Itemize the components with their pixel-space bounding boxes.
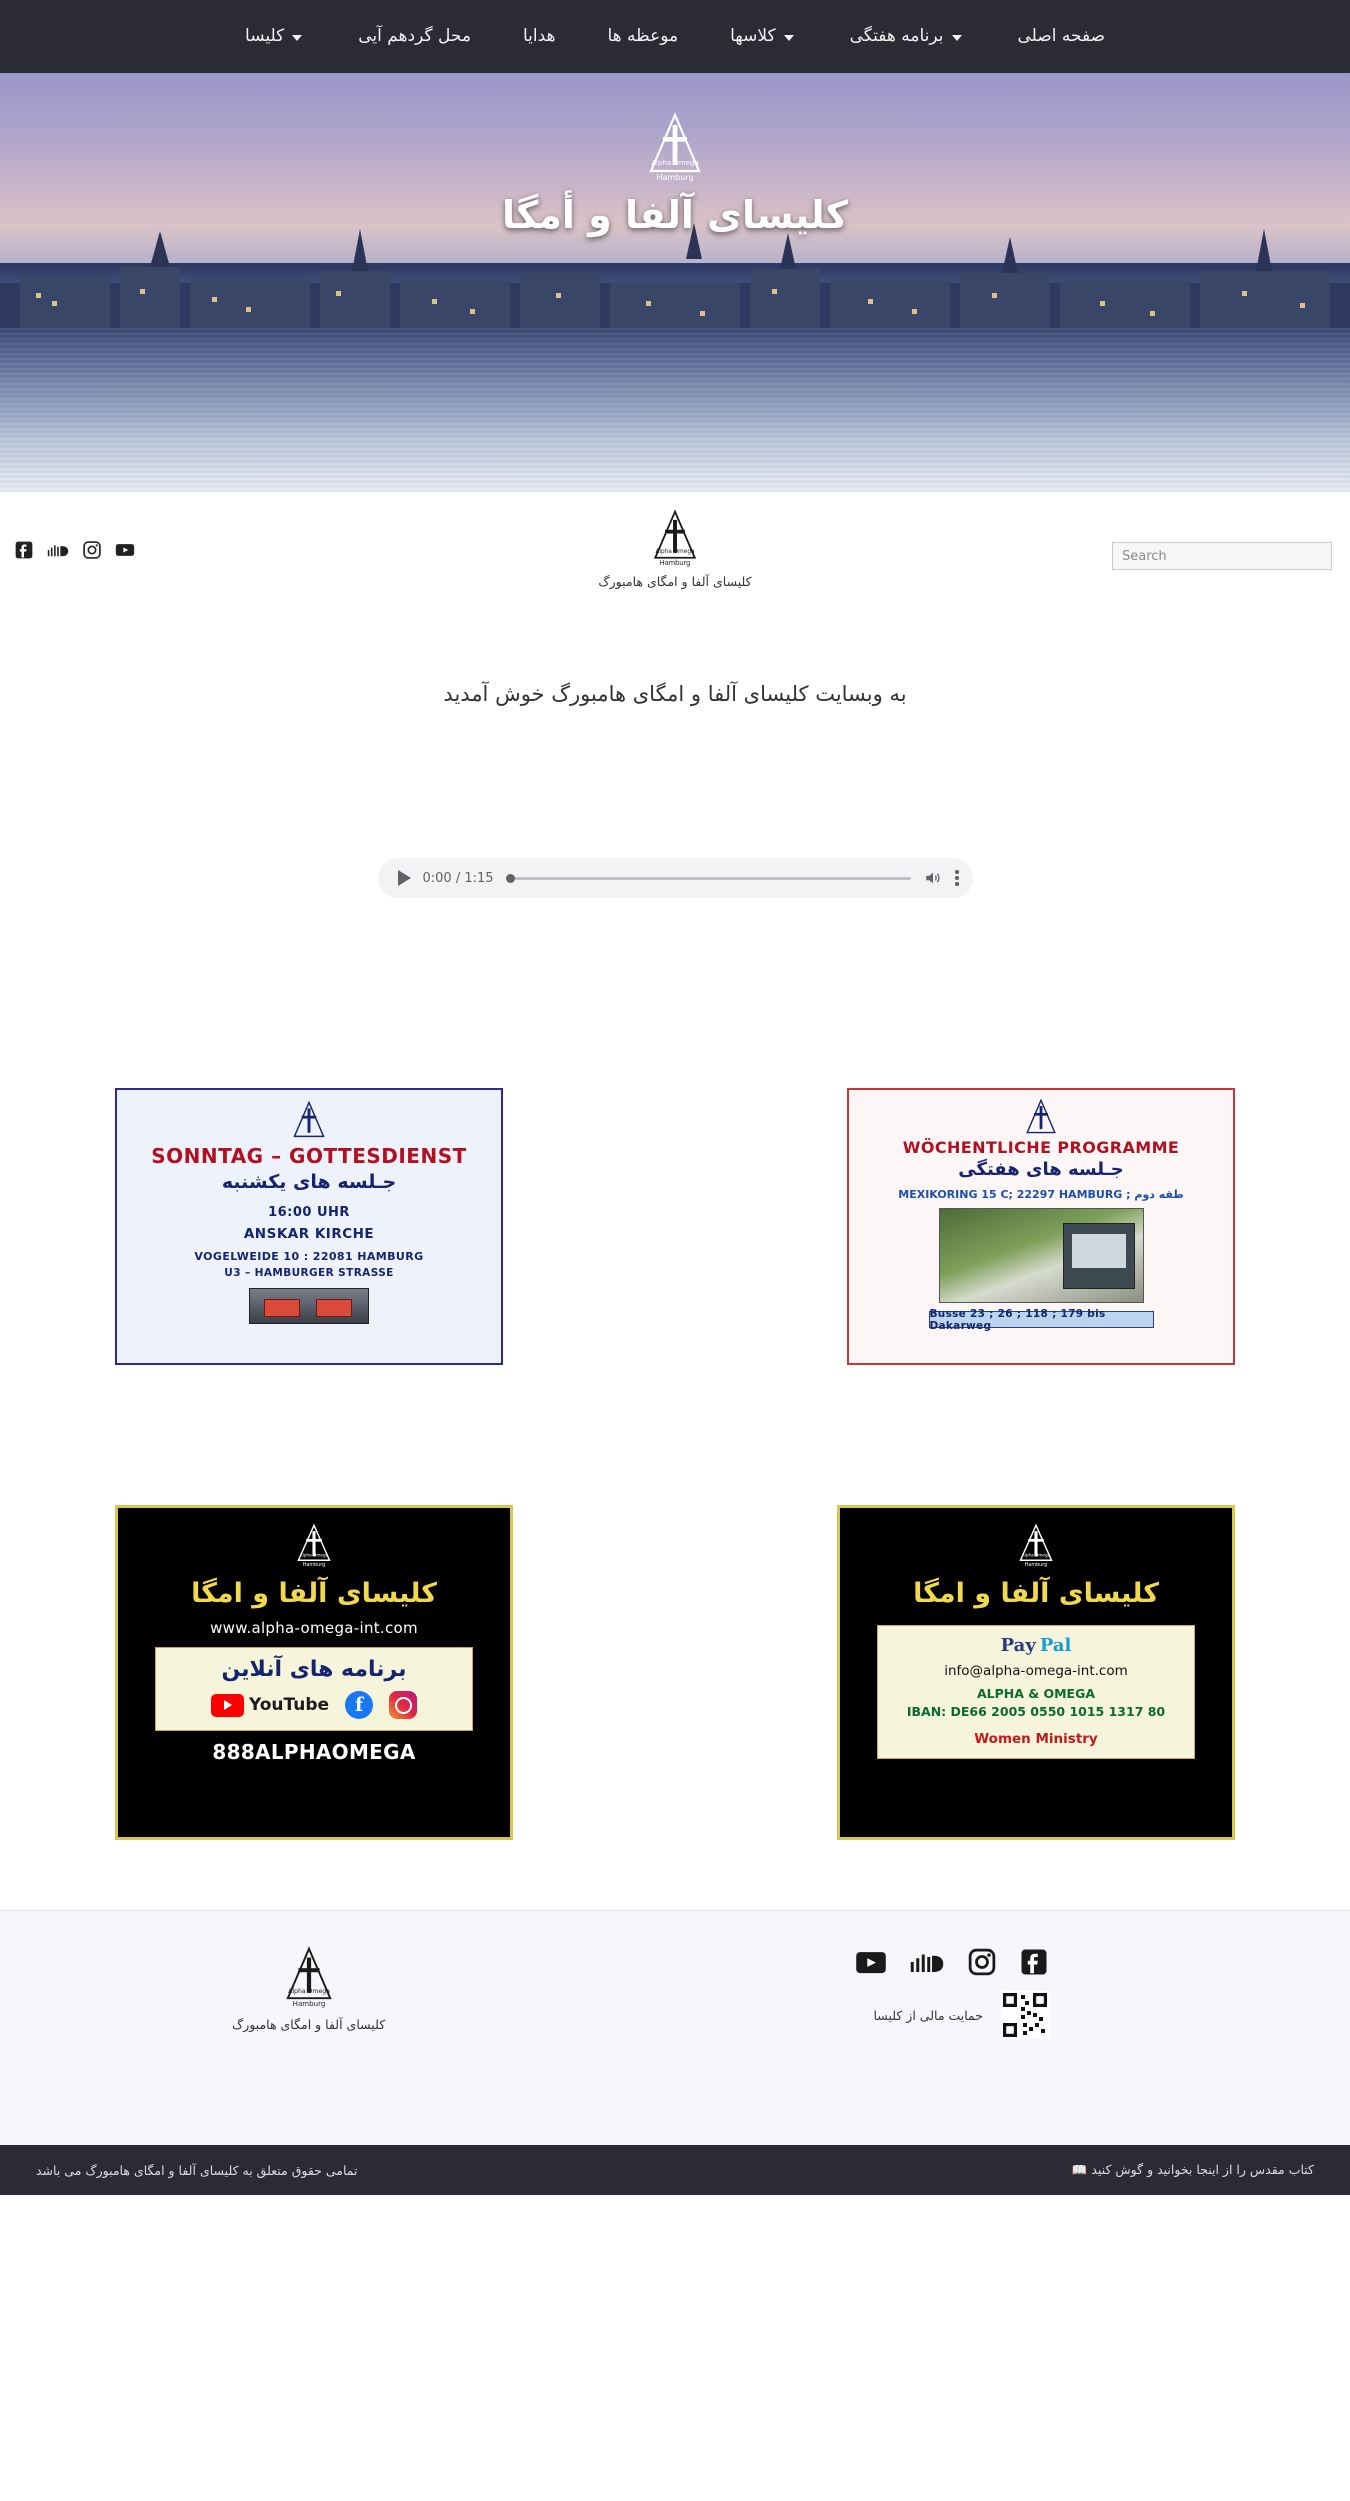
svg-text:Hamburg: Hamburg: [292, 1999, 325, 2009]
svg-text:Alpha Omega: Alpha Omega: [651, 159, 699, 167]
svg-text:Alpha Omega: Alpha Omega: [287, 1987, 330, 1995]
nav-item-church[interactable]: [219, 0, 332, 73]
alpha-omega-logo-icon[interactable]: [279, 1943, 339, 2011]
account-name: ALPHA & OMEGA: [976, 1686, 1096, 1701]
alpha-omega-logo-icon: [292, 1522, 336, 1570]
poster-title: کلیسای آلفا و امگا: [913, 1578, 1159, 1609]
audio-player-zone: [0, 858, 1350, 898]
contact-email: info@alpha-omega-int.com: [944, 1663, 1128, 1679]
nav-item-home[interactable]: [992, 0, 1131, 73]
copyright-label: تمامی حقوق متعلق به کلیسای آلفا و امگای هامبورگ می باشد: [36, 2162, 358, 2178]
sunday-service-poster[interactable]: [115, 1088, 503, 1365]
facebook-icon[interactable]: [1019, 1947, 1049, 1977]
top-navigation: [0, 0, 1350, 73]
poster-line-3: 16:00 UHR: [268, 1205, 350, 1220]
alpha-omega-logo-icon: [288, 1100, 330, 1140]
nav-item-label: برنامه هفتگی: [849, 26, 944, 46]
paypal-label-pay: Pay: [1000, 1635, 1036, 1656]
qr-code-icon[interactable]: [1001, 1991, 1049, 2039]
alpha-omega-logo-icon: [641, 109, 709, 185]
hero-center: [0, 109, 1350, 237]
donation-label: حمایت مالی از کلیسا: [873, 2007, 983, 2023]
svg-text:Hamburg: Hamburg: [656, 173, 694, 182]
poster-row-1: [115, 1088, 1235, 1365]
bottom-bar: [0, 2145, 1350, 2195]
footer-social-links: [855, 1947, 1049, 1977]
hamburg-skyline-image: [0, 223, 1350, 333]
poster-line-6: U3 – HAMBURGER STRASSE: [224, 1267, 394, 1279]
poster-line-2: جـلسه های هفتگی: [958, 1159, 1124, 1180]
nav-item-location[interactable]: [332, 0, 497, 73]
bus-lines-label: Busse 23 ; 26 ; 118 ; 179 bis Dakarweg: [929, 1311, 1154, 1328]
play-button[interactable]: [398, 870, 411, 886]
website-url: www.alpha-omega-int.com: [210, 1619, 418, 1637]
copyright-notice: [36, 2163, 358, 2178]
poster-line-1: SONNTAG – GOTTESDIENST: [151, 1144, 467, 1168]
header-brand-caption: کلیسای آلفا و امگای هامبورگ: [598, 574, 752, 589]
chevron-down-icon: [784, 35, 794, 41]
youtube-icon: [211, 1694, 244, 1717]
poster-line-3: MEXIKORING 15 C; 22297 HAMBURG ; طقه دوم: [898, 1188, 1184, 1201]
nav-item-label: صفحه اصلی: [1017, 26, 1105, 46]
box-title: برنامه های آنلاین: [221, 1657, 407, 1682]
venue-photo: [939, 1208, 1144, 1303]
alpha-omega-logo-icon[interactable]: [647, 506, 703, 570]
svg-text:Alpha Omega: Alpha Omega: [655, 548, 695, 555]
iban-number: IBAN: DE66 2005 0550 1015 1317 80: [906, 1704, 1166, 1719]
svg-text:Alpha Omega: Alpha Omega: [1021, 1552, 1051, 1558]
nav-items: [219, 0, 1131, 73]
audio-progress-slider[interactable]: [506, 877, 911, 880]
poster-line-5: VOGELWEIDE 10 : 22081 HAMBURG: [194, 1250, 424, 1263]
hero-banner: [0, 73, 1350, 492]
footer-brand: [232, 1943, 385, 2032]
search-input[interactable]: [1112, 542, 1332, 570]
instagram-icon[interactable]: [389, 1691, 417, 1719]
poster-gallery: [0, 1088, 1350, 1840]
nav-item-sermons[interactable]: [581, 0, 704, 73]
welcome-message: به وبسایت کلیسای آلفا و امگای هامبورگ خوش آمدید: [443, 682, 907, 706]
scripture-link[interactable]: [1072, 2162, 1314, 2178]
more-options-icon[interactable]: [955, 870, 959, 886]
paypal-label-pal: Pal: [1039, 1635, 1072, 1656]
nav-item-label: کلاسها: [730, 26, 776, 46]
nav-item-label: موعظه ها: [607, 26, 679, 46]
svg-text:Hamburg: Hamburg: [302, 1562, 326, 1569]
footer-brand-caption: کلیسای آلفا و امگای هامبورگ: [232, 2017, 386, 2032]
scripture-label: کتاب مقدس را از اینجا بخوانید و گوش کنید 📖: [1071, 2162, 1314, 2177]
poster-social-row: [211, 1691, 417, 1719]
youtube-icon[interactable]: [855, 1947, 887, 1977]
ministry-label: Women Ministry: [974, 1731, 1098, 1747]
online-programs-box: [155, 1647, 473, 1731]
audio-player[interactable]: [378, 858, 973, 898]
volume-icon[interactable]: [923, 869, 943, 887]
youtube-label: YouTube: [248, 1695, 330, 1715]
poster-row-2: [115, 1505, 1235, 1840]
alpha-omega-logo-icon: [1014, 1522, 1058, 1570]
chevron-down-icon: [292, 35, 302, 41]
footer: [0, 1910, 1350, 2145]
nav-item-weekly-program[interactable]: [824, 0, 992, 73]
facebook-icon[interactable]: f: [345, 1691, 373, 1719]
nav-item-label: کلیسا: [245, 26, 285, 46]
poster-title: کلیسای آلفا و امگا: [191, 1578, 437, 1609]
soundcloud-icon[interactable]: [909, 1947, 945, 1977]
weekly-program-poster[interactable]: [847, 1088, 1235, 1365]
chevron-down-icon: [952, 35, 962, 41]
donation-box: [877, 1625, 1195, 1759]
subway-photo: [249, 1288, 369, 1324]
instagram-icon[interactable]: [967, 1947, 997, 1977]
paypal-logo[interactable]: [1001, 1635, 1072, 1656]
youtube-link[interactable]: [211, 1694, 329, 1717]
poster-line-2: جـلسه های یکشنبه: [221, 1171, 397, 1193]
poster-line-1: WÖCHENTLICHE PROGRAMME: [902, 1138, 1180, 1157]
audio-progress-thumb[interactable]: [506, 874, 515, 883]
social-handle: 888ALPHAOMEGA: [212, 1740, 416, 1764]
alpha-omega-logo-icon: [1021, 1098, 1061, 1136]
sub-header: [0, 492, 1350, 627]
poster-line-4: ANSKAR KIRCHE: [243, 1226, 375, 1242]
audio-time-display: 0:00 / 1:15: [422, 870, 494, 886]
footer-right: [855, 1947, 1049, 2039]
nav-item-label: محل گردهم آیی: [358, 26, 471, 46]
svg-text:Alpha Omega: Alpha Omega: [299, 1552, 329, 1558]
nav-item-label: هدایا: [522, 26, 556, 46]
online-programs-poster[interactable]: [115, 1505, 513, 1840]
svg-text:Hamburg: Hamburg: [659, 559, 691, 568]
hero-title: کلیسای آلفا و أمگا: [501, 193, 849, 237]
search-area: [1112, 542, 1332, 570]
footer-donation-row: [855, 1991, 1049, 2039]
nav-item-classes[interactable]: [704, 0, 824, 73]
svg-text:Hamburg: Hamburg: [1024, 1562, 1048, 1569]
donation-poster[interactable]: [837, 1505, 1235, 1840]
nav-item-gifts[interactable]: [497, 0, 582, 73]
hero-water-reflection: [0, 328, 1350, 492]
